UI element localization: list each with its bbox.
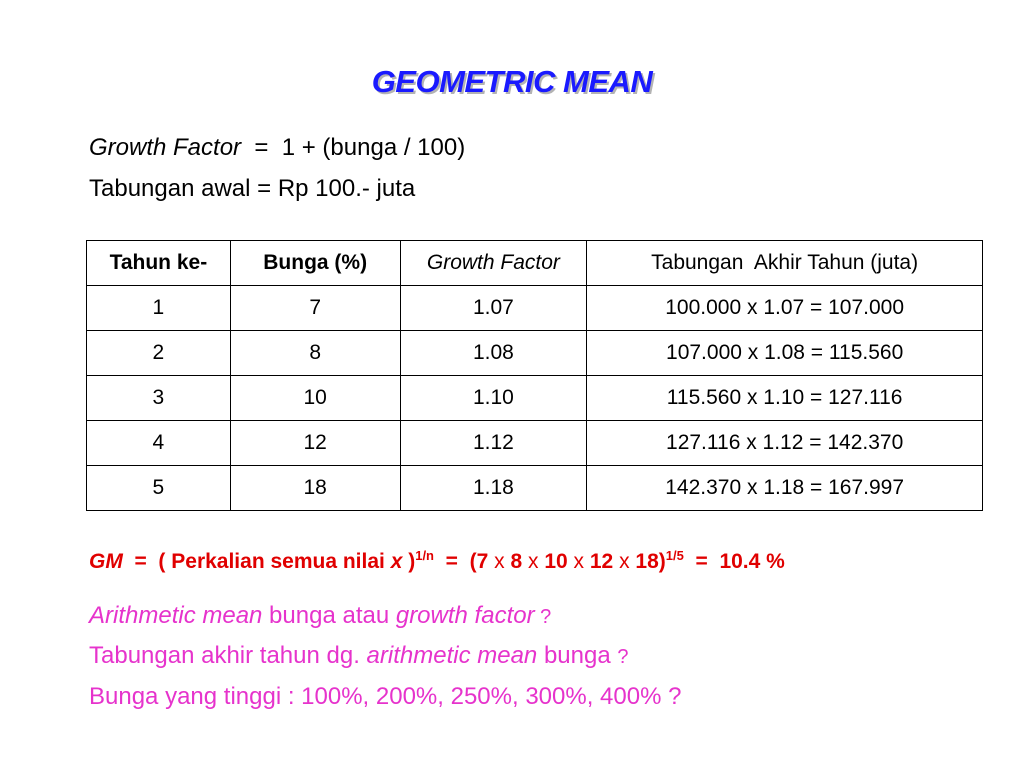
cell-growth-factor: 1.12 xyxy=(400,421,587,466)
growth-factor-definition xyxy=(89,134,465,162)
q2-b: arithmetic mean xyxy=(366,642,538,669)
table-header-row xyxy=(87,241,983,286)
growth-factor-label: Growth Factor xyxy=(89,134,242,161)
table-row xyxy=(87,421,983,466)
question-3: Bunga yang tinggi : 100%, 200%, 250%, 300%, 400% ? xyxy=(89,683,682,710)
cell-interest: 10 xyxy=(230,376,400,421)
cell-year: 1 xyxy=(87,286,231,331)
cell-growth-factor: 1.18 xyxy=(400,466,587,511)
geometric-mean-formula xyxy=(89,548,785,574)
cell-end-savings: 115.560 x 1.10 = 127.116 xyxy=(587,376,983,421)
table-row xyxy=(87,331,983,376)
cell-growth-factor: 1.08 xyxy=(400,331,587,376)
gm-times: x xyxy=(488,550,511,573)
gm-exponent-1: 1/n xyxy=(415,548,435,563)
table-row xyxy=(87,286,983,331)
q1-b: bunga atau xyxy=(262,602,396,629)
gm-n5: 18) xyxy=(635,550,666,573)
q2-d: ? xyxy=(617,646,629,668)
gm-n2: 8 xyxy=(510,550,523,573)
gm-paren: ) xyxy=(402,550,416,573)
cell-interest: 18 xyxy=(230,466,400,511)
gm-exponent-2: 1/5 xyxy=(665,548,684,563)
gm-n3: 10 xyxy=(544,550,568,573)
gm-eq2: = ( xyxy=(434,550,477,573)
header-year: Tahun ke- xyxy=(87,241,231,286)
gm-times: x xyxy=(613,550,636,573)
cell-year: 5 xyxy=(87,466,231,511)
gm-n4: 12 xyxy=(589,550,614,573)
cell-year: 2 xyxy=(87,331,231,376)
question-2 xyxy=(89,642,628,670)
header-growth-factor: Growth Factor xyxy=(400,241,587,286)
cell-year: 4 xyxy=(87,421,231,466)
cell-year: 3 xyxy=(87,376,231,421)
page-title: GEOMETRIC MEAN xyxy=(371,64,653,99)
gm-n1: 7 xyxy=(476,550,489,573)
cell-end-savings: 127.116 x 1.12 = 142.370 xyxy=(587,421,983,466)
cell-end-savings: 100.000 x 1.07 = 107.000 xyxy=(587,286,983,331)
header-interest: Bunga (%) xyxy=(230,241,400,286)
table-row xyxy=(87,376,983,421)
gm-eq1: = ( Perkalian semua nilai xyxy=(122,550,391,573)
q1-d: ? xyxy=(534,606,552,628)
question-1 xyxy=(89,602,551,630)
gm-times: x xyxy=(522,550,545,573)
q1-a: Arithmetic mean xyxy=(89,602,263,629)
header-end-savings: Tabungan Akhir Tahun (juta) xyxy=(587,241,983,286)
cell-interest: 8 xyxy=(230,331,400,376)
gm-times: x xyxy=(567,550,590,573)
gm-label: GM xyxy=(89,550,123,573)
growth-factor-formula: = 1 + (bunga / 100) xyxy=(241,134,466,161)
cell-end-savings: 142.370 x 1.18 = 167.997 xyxy=(587,466,983,511)
cell-growth-factor: 1.07 xyxy=(400,286,587,331)
initial-savings-line: Tabungan awal = Rp 100.- juta xyxy=(89,175,416,202)
cell-interest: 12 xyxy=(230,421,400,466)
q1-c: growth factor xyxy=(395,602,535,629)
q2-c: bunga xyxy=(537,642,618,669)
cell-growth-factor: 1.10 xyxy=(400,376,587,421)
gm-result: = 10.4 % xyxy=(683,550,785,573)
savings-table xyxy=(86,240,983,511)
cell-interest: 7 xyxy=(230,286,400,331)
cell-end-savings: 107.000 x 1.08 = 115.560 xyxy=(587,331,983,376)
table-row xyxy=(87,466,983,511)
gm-variable: x xyxy=(390,550,403,573)
q2-a: Tabungan akhir tahun dg. xyxy=(89,642,367,669)
